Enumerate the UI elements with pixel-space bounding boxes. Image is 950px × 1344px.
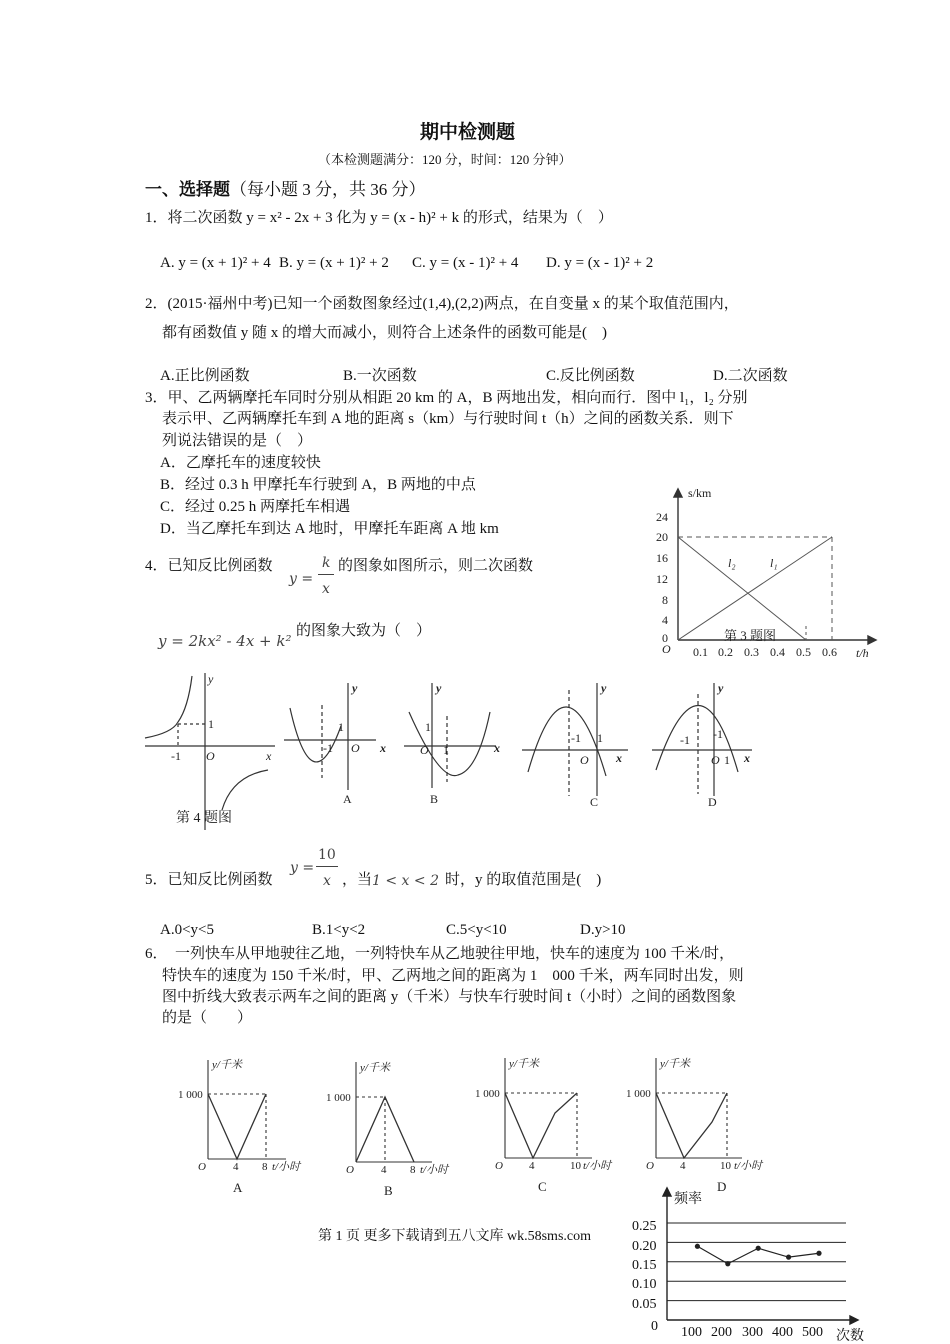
q4-frac-den: x bbox=[322, 581, 330, 597]
q3-xtick-03: 0.3 bbox=[744, 645, 759, 659]
q6-line2: 特快车的速度为 150 千米/时，甲、乙两地之间的距离为 1 000 千米，两车同时出发，则 bbox=[162, 968, 744, 984]
q1-option-b: B. y = (x + 1)² + 2 bbox=[279, 255, 389, 271]
q3-ytick-20: 20 bbox=[656, 530, 668, 544]
freq-ytick-025: 0.25 bbox=[632, 1219, 657, 1234]
q6-c-polyline bbox=[505, 1093, 577, 1158]
q4-b-label-y: y bbox=[436, 681, 442, 695]
q5-option-a: A.0<y<5 bbox=[160, 922, 215, 938]
q4-d-origin: O bbox=[711, 753, 720, 767]
q4-a-minus-one: -1 bbox=[323, 741, 333, 755]
q4-ref-origin: O bbox=[206, 749, 215, 763]
freq-point-100 bbox=[695, 1244, 700, 1249]
q6-d-origin: O bbox=[646, 1160, 654, 1172]
q6-a-y-label: y/千米 bbox=[212, 1059, 242, 1071]
q5-frac-bar bbox=[316, 866, 338, 867]
q4-stem-line2: 的图象大致为（ ） bbox=[296, 623, 432, 639]
q3-line1: 3．甲、乙两辆摩托车同时分别从相距 20 km 的 A，B 两地出发，相向而行．图中 l₁，l₂ 分别 bbox=[145, 390, 748, 406]
section-heading-rest: （每小题 3 分，共 36 分） bbox=[230, 180, 426, 199]
q3-line3: 列说法错误的是（ ） bbox=[162, 433, 313, 449]
q6-d-x-label: t/小时 bbox=[734, 1160, 763, 1172]
freq-xtick-100: 100 bbox=[681, 1325, 702, 1340]
q3-xtick-02: 0.2 bbox=[718, 645, 733, 659]
q6-a-origin: O bbox=[198, 1161, 206, 1173]
q6-line3: 图中折线大致表示两车之间的距离 y（千米）与快车行驶时间 t（小时）之间的函数图象 bbox=[162, 989, 737, 1005]
q4-c-caption: C bbox=[590, 795, 599, 809]
q3-x-label: t/h bbox=[856, 646, 869, 660]
q4-figures bbox=[135, 670, 775, 840]
q6-d-x-tick-4: 4 bbox=[680, 1160, 686, 1172]
q5-suffix: 时，y 的取值范围是( ) bbox=[445, 872, 602, 888]
q3-option-a: A．乙摩托车的速度较快 bbox=[160, 455, 321, 471]
q4-c-minus-one: -1 bbox=[571, 731, 581, 745]
q4-ref-curve-lower bbox=[222, 770, 268, 810]
q6-a-polyline bbox=[208, 1094, 266, 1159]
q5-frac-den: x bbox=[323, 873, 331, 889]
q6-a-x-tick-4: 4 bbox=[233, 1161, 239, 1173]
q2-option-d: D.二次函数 bbox=[713, 368, 788, 384]
q6-a-x-label: t/小时 bbox=[272, 1161, 301, 1173]
q4-a-one: 1 bbox=[338, 720, 344, 734]
q5-y-eq: y = bbox=[290, 860, 315, 876]
q5-option-c: C.5<y<10 bbox=[446, 922, 507, 938]
q3-ytick-0: 0 bbox=[662, 631, 668, 645]
q4-b-origin: O bbox=[420, 743, 429, 757]
q4-y-eq: y = bbox=[289, 571, 314, 587]
freq-xtick-400: 400 bbox=[772, 1325, 793, 1340]
q3-ytick-12: 12 bbox=[656, 572, 668, 586]
q3-ytick-8: 8 bbox=[662, 593, 668, 607]
q1-stem: 1．将二次函数 y = x² - 2x + 3 化为 y = (x - h)² + k 的形式，结果为（ ） bbox=[145, 210, 613, 226]
q3-line-l2 bbox=[678, 537, 806, 640]
q4-d-minus-one-y: -1 bbox=[713, 727, 723, 741]
q4-c-one: 1 bbox=[597, 731, 603, 745]
q4-quadratic: y = 2kx² - 4x + k² bbox=[158, 632, 292, 650]
q6-d-caption: D bbox=[717, 1179, 727, 1194]
q4-a-label-y: y bbox=[352, 681, 358, 695]
q3-y-label: s/km bbox=[688, 486, 712, 500]
q3-option-d: D．当乙摩托车到达 A 地时，甲摩托车距离 A 地 km bbox=[160, 521, 499, 537]
freq-y-label: 频率 bbox=[674, 1192, 702, 1207]
q4-b-caption: B bbox=[430, 792, 439, 806]
freq-ytick-020: 0.20 bbox=[632, 1239, 657, 1254]
q5-frac-num: 10 bbox=[318, 847, 336, 863]
q6-a-y-tick: 1 000 bbox=[178, 1089, 203, 1101]
q3-label-l2: l₂ bbox=[728, 556, 736, 570]
q6-a-x-tick-8: 8 bbox=[262, 1161, 268, 1173]
freq-point-200 bbox=[725, 1261, 730, 1266]
q5-middle: ，当 bbox=[342, 872, 373, 888]
freq-y-arrow bbox=[663, 1188, 671, 1196]
q5-prefix: 5．已知反比例函数 bbox=[145, 872, 273, 888]
q1-option-c: C. y = (x - 1)² + 4 bbox=[412, 255, 519, 271]
freq-point-400 bbox=[786, 1255, 791, 1260]
q3-line2: 表示甲、乙两辆摩托车到 A 地的距离 s（km）与行驶时间 t（h）之间的函数关系．则下 bbox=[162, 411, 734, 427]
q4-ref-curve-upper bbox=[145, 676, 192, 738]
q3-xtick-01: 0.1 bbox=[693, 645, 708, 659]
q3-ytick-16: 16 bbox=[656, 551, 668, 565]
q6-c-x-tick-10: 10 bbox=[570, 1160, 581, 1172]
section-heading bbox=[145, 180, 426, 200]
q3-figure bbox=[655, 485, 885, 665]
freq-ytick-015: 0.15 bbox=[632, 1258, 657, 1273]
q6-b-y-tick: 1 000 bbox=[326, 1092, 351, 1104]
q6-b-x-tick-4: 4 bbox=[381, 1164, 387, 1176]
freq-xtick-300: 300 bbox=[742, 1325, 763, 1340]
q4-b-one-y: 1 bbox=[425, 720, 431, 734]
q6-c-origin: O bbox=[495, 1160, 503, 1172]
q3-xtick-06: 0.6 bbox=[822, 645, 837, 659]
q1-option-d: D. y = (x - 1)² + 2 bbox=[546, 255, 654, 271]
freq-ytick-010: 0.10 bbox=[632, 1277, 657, 1292]
q3-ytick-4: 4 bbox=[662, 613, 668, 627]
q4-c-label-y: y bbox=[601, 681, 607, 695]
q4-d-minus-one: -1 bbox=[680, 733, 690, 747]
q4-stem-prefix: 4．已知反比例函数 bbox=[145, 558, 273, 574]
q3-ytick-24: 24 bbox=[656, 510, 668, 524]
q4-caption: 第 4 题图 bbox=[176, 811, 232, 826]
q4-ref-label-y: y bbox=[208, 672, 214, 686]
q4-b-one-x: 1 bbox=[443, 743, 449, 757]
q4-frac-bar bbox=[318, 574, 334, 575]
freq-xtick-500: 500 bbox=[802, 1325, 823, 1340]
q3-caption: 第 3 题图 bbox=[724, 628, 777, 643]
q4-d-label-x: x bbox=[744, 751, 750, 765]
q4-frac-num: k bbox=[322, 555, 331, 571]
q6-c-x-tick-4: 4 bbox=[529, 1160, 535, 1172]
page-footer: 第 1 页 更多下载请到五八文库 wk.58sms.com bbox=[318, 1229, 591, 1244]
q4-c-origin: O bbox=[580, 753, 589, 767]
q4-c-label-x: x bbox=[616, 751, 622, 765]
q3-xtick-04: 0.4 bbox=[770, 645, 785, 659]
q5-inequality: 1 < x < 2 bbox=[372, 873, 439, 889]
page-subtitle: （本检测题满分：120 分，时间：120 分钟） bbox=[318, 152, 572, 167]
q3-x-arrow bbox=[868, 636, 876, 644]
q3-option-b: B．经过 0.3 h 甲摩托车行驶到 A，B 两地的中点 bbox=[160, 477, 476, 493]
q6-b-x-label: t/小时 bbox=[420, 1164, 449, 1176]
q4-ref-label-x: x bbox=[266, 749, 272, 763]
q4-d-one-x: 1 bbox=[724, 753, 730, 767]
q6-b-y-label: y/千米 bbox=[360, 1062, 390, 1074]
q6-d-polyline bbox=[656, 1093, 727, 1158]
q6-d-x-tick-10: 10 bbox=[720, 1160, 731, 1172]
freq-ytick-0: 0 bbox=[651, 1319, 658, 1334]
page-title: 期中检测题 bbox=[420, 122, 516, 143]
section-heading-bold: 一、选择题 bbox=[145, 180, 230, 199]
q6-c-y-label: y/千米 bbox=[509, 1058, 539, 1070]
q3-option-c: C．经过 0.25 h 两摩托车相遇 bbox=[160, 499, 351, 515]
q6-figures bbox=[170, 1050, 780, 1200]
q4-a-label-x: x bbox=[380, 741, 386, 755]
frequency-chart bbox=[620, 1180, 880, 1344]
q6-b-origin: O bbox=[346, 1164, 354, 1176]
q4-ref-minus-one: -1 bbox=[171, 749, 181, 763]
q6-d-y-label: y/千米 bbox=[660, 1058, 690, 1070]
freq-point-500 bbox=[816, 1251, 821, 1256]
q4-a-parabola bbox=[290, 708, 341, 762]
q3-line-l1 bbox=[678, 537, 832, 640]
q4-b-label-x: x bbox=[494, 741, 500, 755]
q6-c-caption: C bbox=[538, 1179, 547, 1194]
q6-b-x-tick-8: 8 bbox=[410, 1164, 416, 1176]
q4-d-label-y: y bbox=[718, 681, 724, 695]
q2-line2: 都有函数值 y 随 x 的增大而减小，则符合上述条件的函数可能是( ) bbox=[162, 325, 607, 341]
q4-stem-rest: 的图象如图所示，则二次函数 bbox=[338, 558, 534, 574]
q4-ref-one: 1 bbox=[208, 717, 214, 731]
freq-point-300 bbox=[756, 1246, 761, 1251]
q1-option-a: A. y = (x + 1)² + 4 bbox=[160, 255, 271, 271]
q4-d-caption: D bbox=[708, 795, 717, 809]
q3-label-l1: l₁ bbox=[770, 556, 778, 570]
q2-option-a: A.正比例函数 bbox=[160, 368, 250, 384]
q6-c-y-tick: 1 000 bbox=[475, 1088, 500, 1100]
freq-xtick-200: 200 bbox=[711, 1325, 732, 1340]
freq-x-label: 次数 bbox=[836, 1329, 864, 1344]
q3-xtick-05: 0.5 bbox=[796, 645, 811, 659]
q6-line1: 6． 一列快车从甲地驶往乙地，一列特快车从乙地驶往甲地，快车的速度为 100 千米/时， bbox=[145, 946, 735, 962]
q6-d-y-tick: 1 000 bbox=[626, 1088, 651, 1100]
q6-a-caption: A bbox=[233, 1180, 243, 1195]
freq-x-arrow bbox=[850, 1316, 858, 1324]
q2-option-c: C.反比例函数 bbox=[546, 368, 635, 384]
q2-line1: 2．(2015·福州中考)已知一个函数图象经过(1,4),(2,2)两点，在自变量 x 的某个取值范围内， bbox=[145, 296, 739, 312]
q6-c-x-label: t/小时 bbox=[583, 1160, 612, 1172]
q2-option-b: B.一次函数 bbox=[343, 368, 417, 384]
q3-origin: O bbox=[662, 642, 671, 656]
q5-option-b: B.1<y<2 bbox=[312, 922, 366, 938]
q3-y-arrow bbox=[674, 489, 682, 497]
freq-ytick-005: 0.05 bbox=[632, 1297, 657, 1312]
q5-option-d: D.y>10 bbox=[580, 922, 626, 938]
q6-line4: 的是（ ） bbox=[162, 1010, 253, 1026]
q6-b-caption: B bbox=[384, 1183, 393, 1198]
q4-a-caption: A bbox=[343, 792, 352, 806]
q4-a-origin: O bbox=[351, 741, 360, 755]
q4-c-parabola bbox=[528, 707, 606, 776]
